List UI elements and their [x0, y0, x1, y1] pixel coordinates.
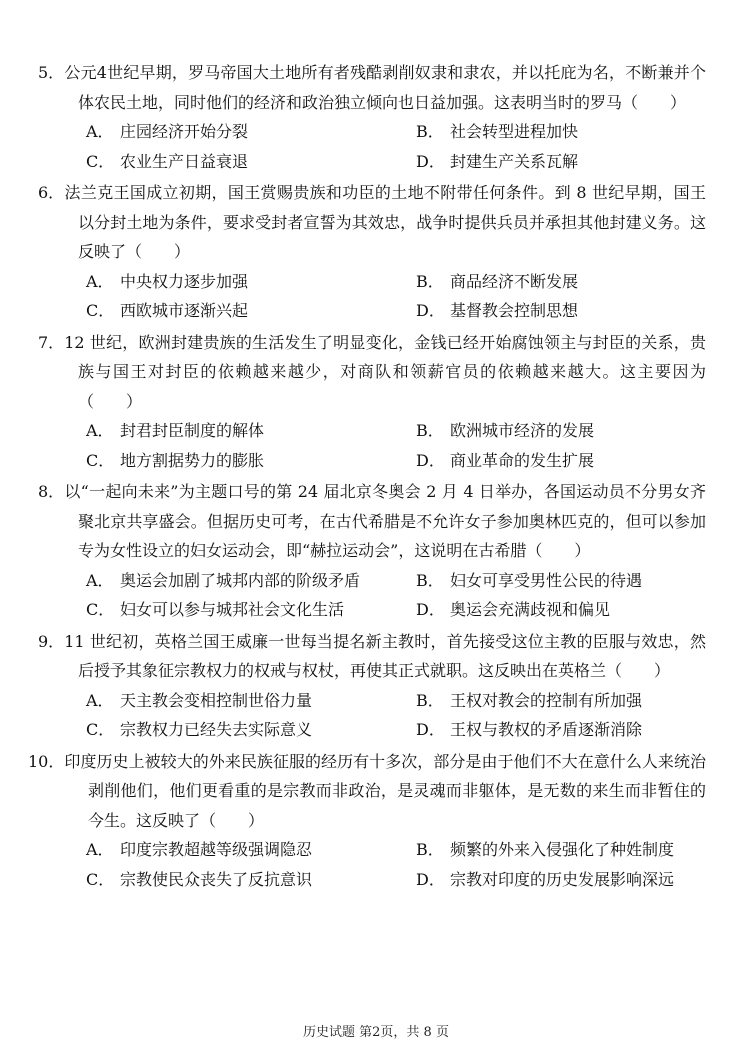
option-letter: A． — [86, 421, 114, 440]
option-text: 基督教会控制思想 — [450, 301, 579, 320]
option-letter: B． — [416, 122, 444, 141]
option-a[interactable] — [86, 566, 416, 596]
option-text: 农业生产日益衰退 — [120, 151, 249, 171]
question-text: 印度历史上被较大的外来民族征服的经历有十多次，部分是由于他们不大在意什么人来统治剥削他们，他们更看重的是宗教而非政治，是灵魂而非躯体，是无数的来生而非暂住的今生。这反映了（ ） — [64, 751, 706, 830]
option-d[interactable] — [416, 147, 716, 177]
question-5 — [38, 58, 706, 176]
option-letter: B． — [416, 840, 444, 859]
option-b[interactable] — [416, 686, 716, 716]
option-text: 妇女可享受男性公民的待遇 — [450, 570, 643, 590]
option-letter: B． — [416, 690, 444, 710]
option-c[interactable] — [86, 147, 416, 177]
option-letter: D． — [416, 720, 445, 739]
question-number: 5． — [38, 63, 65, 82]
option-letter: A． — [86, 570, 114, 590]
option-c[interactable] — [86, 446, 416, 476]
option-d[interactable] — [416, 865, 716, 895]
option-text: 奥运会充满歧视和偏见 — [450, 600, 611, 619]
option-b[interactable] — [416, 117, 716, 147]
page-footer: 历史试题 第2页，共 8 页 — [303, 1025, 449, 1040]
option-c[interactable] — [86, 865, 416, 895]
option-letter: D． — [416, 600, 445, 619]
question-7 — [38, 328, 706, 476]
option-grid — [58, 566, 706, 625]
option-letter: A． — [86, 122, 114, 141]
option-letter: D． — [416, 151, 445, 171]
option-grid — [58, 267, 706, 326]
question-stem — [28, 747, 706, 836]
option-text: 王权对教会的控制有所加强 — [450, 690, 643, 710]
option-text: 宗教使民众丧失了反抗意识 — [120, 869, 313, 889]
option-letter: D． — [416, 301, 445, 320]
question-list — [28, 58, 706, 896]
option-letter: C． — [86, 450, 115, 470]
question-stem — [38, 477, 706, 566]
option-text: 天主教会变相控制世俗力量 — [120, 690, 313, 710]
option-grid — [58, 835, 706, 894]
option-letter: C． — [86, 600, 115, 619]
option-letter: C． — [86, 869, 115, 889]
option-a[interactable] — [86, 686, 416, 716]
question-number: 8． — [38, 482, 65, 501]
question-number: 10． — [28, 751, 65, 771]
question-6 — [38, 178, 706, 326]
option-b[interactable] — [416, 416, 716, 446]
option-text: 中央权力逐步加强 — [120, 271, 249, 291]
question-stem — [38, 58, 706, 117]
option-text: 欧洲城市经济的发展 — [450, 421, 595, 440]
option-d[interactable] — [416, 446, 716, 476]
option-d[interactable] — [416, 595, 716, 625]
option-text: 妇女可以参与城邦社会文化生活 — [120, 600, 345, 619]
option-grid — [58, 416, 706, 475]
question-stem — [38, 328, 706, 417]
question-text: 12 世纪，欧洲封建贵族的生活发生了明显变化，金钱已经开始腐蚀领主与封臣的关系，贵族与国王对封臣的依赖越来越少，对商队和领薪官员的依赖越来越大。这主要因为（ ） — [64, 332, 706, 411]
question-text: 11 世纪初，英格兰国王威廉一世每当提名新主教时，首先接受这位主教的臣服与效忠，然后授予其象征宗教权力的权戒与权杖，再使其正式就职。这反映出在英格兰（ ） — [64, 631, 706, 680]
option-grid — [58, 686, 706, 745]
question-10 — [28, 747, 706, 895]
option-letter: B． — [416, 271, 444, 291]
option-grid — [58, 117, 706, 176]
option-a[interactable] — [86, 117, 416, 147]
option-letter: A． — [86, 690, 114, 710]
option-text: 商业革命的发生扩展 — [450, 450, 595, 470]
option-letter: A． — [86, 840, 114, 859]
option-letter: A． — [86, 271, 114, 291]
option-text: 奥运会加剧了城邦内部的阶级矛盾 — [120, 570, 361, 590]
option-b[interactable] — [416, 835, 716, 865]
option-text: 封君封臣制度的解体 — [120, 421, 265, 440]
option-text: 宗教权力已经失去实际意义 — [120, 720, 313, 739]
option-text: 西欧城市逐渐兴起 — [120, 301, 249, 320]
question-text: 公元4世纪早期，罗马帝国大土地所有者残酷剥削奴隶和隶农，并以托庇为名，不断兼并个体农民土地，同时他们的经济和政治独立倾向也日益加强。这表明当时的罗马（ ） — [64, 63, 706, 112]
option-b[interactable] — [416, 566, 716, 596]
option-text: 庄园经济开始分裂 — [120, 122, 249, 141]
option-letter: B． — [416, 570, 444, 590]
option-c[interactable] — [86, 595, 416, 625]
question-stem — [38, 178, 706, 267]
option-text: 王权与教权的矛盾逐渐消除 — [450, 720, 643, 739]
option-d[interactable] — [416, 296, 716, 326]
question-8 — [38, 477, 706, 625]
option-d[interactable] — [416, 715, 716, 745]
option-text: 封建生产关系瓦解 — [450, 151, 579, 171]
option-letter: C． — [86, 301, 115, 320]
option-c[interactable] — [86, 296, 416, 326]
option-text: 地方割据势力的膨胀 — [120, 450, 265, 470]
option-letter: B． — [416, 421, 444, 440]
option-a[interactable] — [86, 267, 416, 297]
option-a[interactable] — [86, 835, 416, 865]
option-text: 商品经济不断发展 — [450, 271, 579, 291]
option-letter: C． — [86, 720, 115, 739]
question-stem — [38, 627, 706, 686]
option-text: 频繁的外来入侵强化了种姓制度 — [450, 840, 675, 859]
option-letter: D． — [416, 869, 445, 889]
question-text: 法兰克王国成立初期，国王赏赐贵族和功臣的土地不附带任何条件。到 8 世纪早期，国王以分封土地为条件，要求受封者宣誓为其效忠，战争时提供兵员并承担其他封建义务。这反映了（ ） — [64, 183, 706, 261]
option-text: 社会转型进程加快 — [450, 122, 579, 141]
question-9 — [38, 627, 706, 745]
option-letter: D． — [416, 450, 445, 470]
option-a[interactable] — [86, 416, 416, 446]
option-letter: C． — [86, 151, 115, 171]
question-text: 以“一起向未来”为主题口号的第 24 届北京冬奥会 2 月 4 日举办，各国运动员不分男女齐聚北京共享盛会。但据历史可考，在古代希腊是不允许女子参加奥林匹克的，但可以参加专为女性设立的妇女运动会，即“赫拉运动会”，这说明在古希腊（ ） — [64, 482, 706, 560]
option-text: 印度宗教超越等级强调隐忍 — [120, 840, 313, 859]
option-text: 宗教对印度的历史发展影响深远 — [450, 869, 675, 889]
question-number: 7． — [38, 332, 65, 352]
question-number: 9． — [38, 631, 65, 651]
option-c[interactable] — [86, 715, 416, 745]
option-b[interactable] — [416, 267, 716, 297]
question-number: 6． — [38, 183, 65, 202]
